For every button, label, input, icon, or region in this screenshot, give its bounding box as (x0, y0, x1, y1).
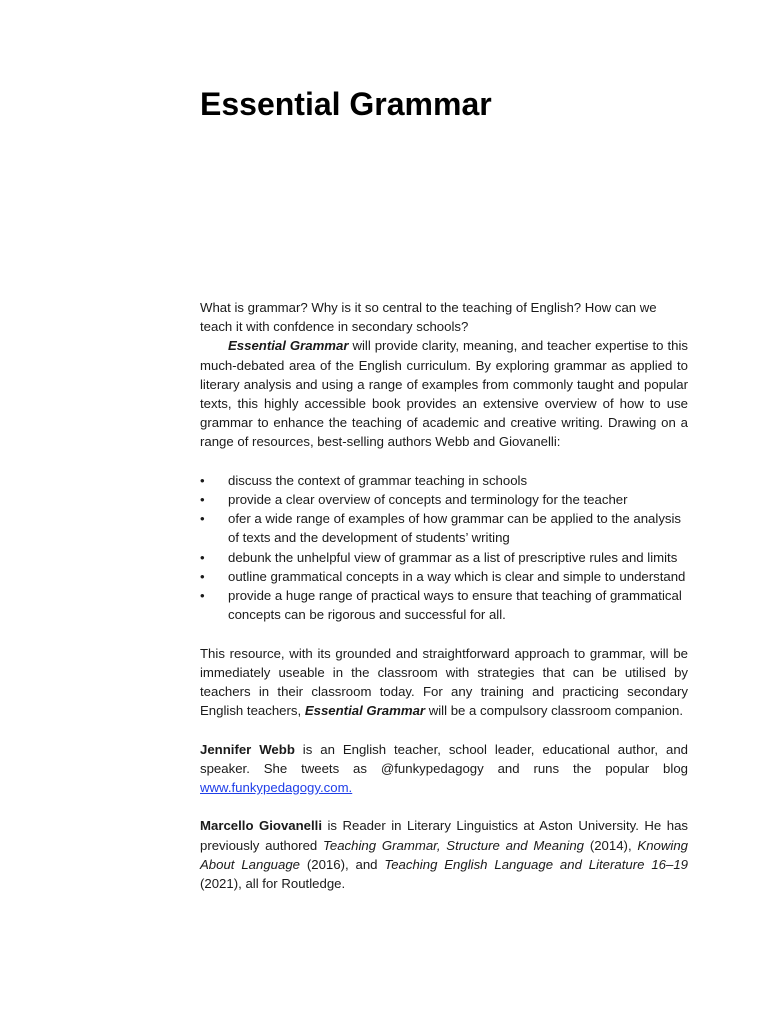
bullet-icon: • (200, 588, 205, 604)
book-title-emphasis: Essential Grammar (228, 338, 349, 354)
intro-paragraph-text: will provide clarity, meaning, and teacher expertise to this much-debated area of the English curriculum. By exploring grammar as applied to literary analysis and using a range of examples from commonly taught and popular texts, this highly accessible book provides an extensive overview of how to use grammar to enhance the teaching of academic and creative writing. Drawing on a range of resources, best-selling authors Webb and Giovanelli: (200, 338, 688, 450)
bullet-icon: • (200, 472, 205, 488)
author-bio-text: (2016), and (300, 856, 385, 872)
list-item (200, 471, 688, 490)
intro-paragraph (200, 336, 688, 451)
book-title: Knowing About Language (200, 837, 688, 872)
list-item (200, 586, 688, 624)
list-item-text: provide a huge range of practical ways to ensure that teaching of grammatical concepts can be rigorous and successful for all. (228, 588, 682, 623)
author-bio-giovanelli (200, 816, 688, 893)
book-title: Teaching English Language and Literature 16–19 (384, 856, 688, 872)
list-item-text: discuss the context of grammar teaching in schools (228, 472, 528, 488)
list-item-text: ofer a wide range of examples of how grammar can be applied to the analysis of texts and the development of students’ writing (228, 511, 682, 546)
bullet-icon: • (200, 568, 205, 584)
list-item-text: provide a clear overview of concepts and terminology for the teacher (228, 492, 628, 508)
list-item-text: outline grammatical concepts in a way which is clear and simple to understand (228, 568, 686, 584)
list-item-text: debunk the unhelpful view of grammar as a list of prescriptive rules and limits (228, 549, 678, 565)
resource-paragraph (200, 644, 688, 721)
bullet-icon: • (200, 492, 205, 508)
book-title: Teaching Grammar, Structure and Meaning (323, 837, 585, 853)
resource-text: This resource, with its grounded and straightforward approach to grammar, will be immediately useable in the classroom with strategies that can be utilised by teachers in their classroom today. For any training and practicing secondary English teachers, (200, 645, 688, 719)
author-bio-webb (200, 740, 688, 798)
list-item (200, 509, 688, 547)
list-item (200, 548, 688, 567)
page-title: Essential Grammar (200, 86, 492, 122)
blog-link[interactable]: www.funkypedagogy.com. (200, 780, 353, 796)
author-bio-text: is Reader in Literary Linguistics at Aston University. He has previously authored (200, 818, 688, 853)
author-name: Marcello Giovanelli (200, 818, 323, 834)
author-bio-text: (2021), all for Routledge. (200, 876, 346, 892)
author-bio-text: is an English teacher, school leader, educational author, and speaker. She tweets as @funkypedagogy and runs the popular blog (200, 741, 688, 776)
bullet-icon: • (200, 511, 205, 527)
intro-questions: What is grammar? Why is it so central to the teaching of English? How can we teach it with confdence in secondary schools? (200, 300, 657, 335)
resource-text-end: will be a compulsory classroom companion. (425, 703, 684, 719)
feature-list (200, 471, 688, 625)
bullet-icon: • (200, 549, 205, 565)
book-title-emphasis: Essential Grammar (304, 703, 426, 719)
list-item (200, 490, 688, 509)
list-item (200, 567, 688, 586)
author-name: Jennifer Webb (200, 741, 295, 757)
author-bio-text: (2014), (584, 837, 638, 853)
blurb-body (200, 298, 688, 893)
